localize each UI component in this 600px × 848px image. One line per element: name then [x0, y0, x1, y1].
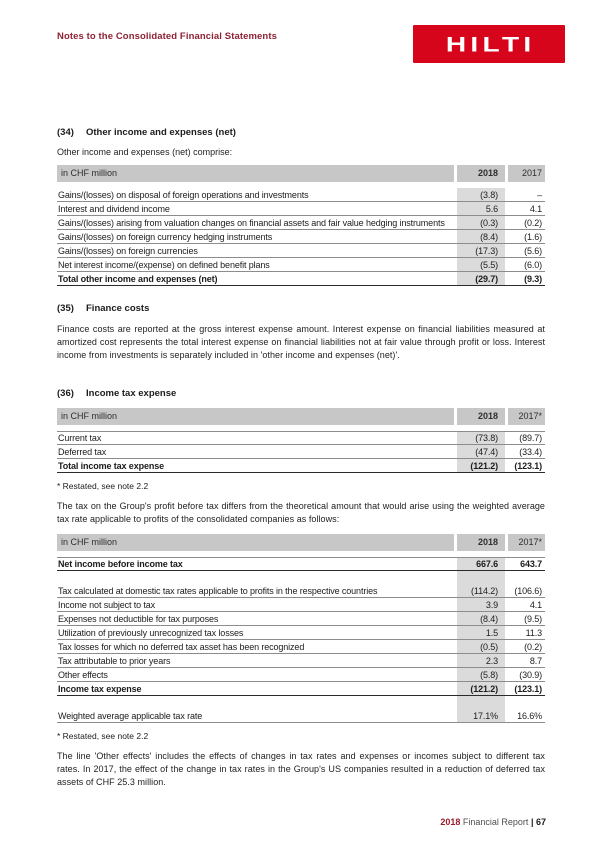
table-row [57, 612, 545, 626]
band-label: in CHF million [57, 165, 454, 182]
row-label: Income tax expense [58, 683, 142, 694]
row-label: Gains/(losses) on foreign currencies [58, 245, 198, 256]
row-label: Gains/(losses) on foreign currency hedging instruments [58, 231, 273, 242]
row-label: Total other income and expenses (net) [58, 273, 218, 284]
value-2017: (9.5) [524, 613, 542, 624]
value-2018: (114.2) [457, 584, 505, 597]
value-2018: 667.6 [457, 558, 505, 570]
hilti-logo [413, 25, 565, 63]
column-header-2018: 2018 [457, 534, 505, 551]
value-2018: (8.4) [457, 230, 505, 243]
footer-year: 2018 [440, 817, 461, 827]
value-2017: (123.1) [514, 683, 542, 694]
value-2018: 5.6 [457, 202, 505, 215]
value-2018: (0.5) [457, 640, 505, 653]
value-2017: – [537, 189, 542, 200]
row-label: Weighted average applicable tax rate [58, 710, 203, 721]
other-income-table [57, 188, 545, 286]
value-2018: (3.8) [457, 188, 505, 201]
value-2017: (123.1) [514, 460, 542, 471]
section-number: (36) [57, 388, 74, 399]
table-total-row [57, 459, 545, 473]
band-label: in CHF million [57, 408, 454, 425]
table-row [57, 216, 545, 230]
value-2018: (73.8) [457, 432, 505, 444]
section-36-heading [57, 388, 545, 399]
value-2018: (121.2) [457, 682, 505, 695]
section-35-heading [57, 303, 545, 314]
table-row [57, 230, 545, 244]
row-label: Utilization of previously unrecognized tax losses [58, 627, 244, 638]
spacer-row [57, 696, 545, 709]
value-2017: (5.6) [524, 245, 542, 256]
section-number: (35) [57, 303, 74, 314]
table-row [57, 557, 545, 571]
value-2018: (17.3) [457, 244, 505, 257]
spacer-row [57, 571, 545, 584]
value-2017: 8.7 [529, 655, 542, 666]
table-row [57, 668, 545, 682]
section-35-body: Finance costs are reported at the gross interest expense amount. Interest expense on financial liabilities measured at amortized cost represents the total interest expense on financial liabilities not at fair value through profit or loss. Interest income from investments is separately included in 'other income and expenses (net)'. [57, 324, 545, 360]
section-34-heading [57, 127, 545, 138]
row-label: Tax attributable to prior years [58, 655, 171, 666]
table-row [57, 445, 545, 459]
value-2017: 4.1 [529, 599, 542, 610]
column-header-2018: 2018 [457, 408, 505, 425]
footer-label: Financial Report [462, 817, 529, 827]
page-header [0, 0, 600, 63]
restated-footnote: * Restated, see note 2.2 [57, 481, 149, 491]
value-2017: (6.0) [524, 259, 542, 270]
value-2018: 1.5 [457, 626, 505, 639]
table-row [57, 584, 545, 598]
row-label: Tax calculated at domestic tax rates applicable to profits in the respective countries [58, 585, 378, 596]
section-36-body: The tax on the Group's profit before tax differs from the theoretical amount that would arise using the weighted average tax rate applicable to profits of the consolidated companies as follows: [57, 501, 545, 524]
table-row [57, 640, 545, 654]
value-2018: 3.9 [457, 598, 505, 611]
row-label: Tax losses for which no deferred tax asset has been recognized [58, 641, 305, 652]
table-row [57, 202, 545, 216]
table-total-row [57, 682, 545, 696]
value-2018: (8.4) [457, 612, 505, 625]
table-row [57, 431, 545, 445]
section-36-body-2: The line 'Other effects' includes the effects of changes in tax rates and expenses or incomes subject to different tax rates. In 2017, the effect of the change in tax rates in the Group's US companies resulted in a reduction of deferred tax assets of CHF 25.3 million. [57, 751, 545, 787]
row-label: Deferred tax [58, 446, 107, 457]
row-label: Net interest income/(expense) on defined benefit plans [58, 259, 270, 270]
column-header-2018: 2018 [457, 165, 505, 182]
table-header-band [57, 534, 545, 551]
column-header-2017: 2017* [508, 408, 545, 425]
value-2017: (33.4) [519, 446, 542, 457]
weighted-average-row [57, 709, 545, 723]
footer-page-number: 67 [535, 817, 546, 827]
table-total-row [57, 272, 545, 286]
column-header-2017: 2017* [508, 534, 545, 551]
value-2018: (47.4) [457, 445, 505, 458]
hilti-logo-text: HILTI [446, 31, 537, 56]
footer-separator: | [530, 817, 534, 827]
value-2017: (0.2) [524, 217, 542, 228]
value-2018: (29.7) [457, 272, 505, 285]
value-2018: (0.3) [457, 216, 505, 229]
value-2017: (106.6) [514, 585, 542, 596]
page-footer [440, 817, 546, 827]
table-row [57, 188, 545, 202]
table-row [57, 244, 545, 258]
value-2018: (121.2) [457, 459, 505, 472]
row-label: Other effects [58, 669, 108, 680]
value-2017: (1.6) [524, 231, 542, 242]
value-2017: 643.7 [520, 559, 542, 569]
value-2018: 2.3 [457, 654, 505, 667]
row-label: Gains/(losses) arising from valuation changes on financial assets and fair value hedging instruments [58, 217, 445, 228]
value-2018: (5.8) [457, 668, 505, 681]
value-2017: (0.2) [524, 641, 542, 652]
value-2017: (9.3) [524, 273, 542, 284]
header-title: Notes to the Consolidated Financial Statements [57, 31, 277, 42]
row-label: Total income tax expense [58, 460, 164, 471]
table-row [57, 598, 545, 612]
section-34-intro: Other income and expenses (net) comprise: [57, 147, 233, 157]
row-label: Expenses not deductible for tax purposes [58, 613, 219, 624]
value-2018: 17.1% [457, 709, 505, 722]
column-header-2017: 2017 [508, 165, 545, 182]
section-title: Finance costs [86, 303, 150, 314]
section-title: Income tax expense [86, 388, 177, 399]
restated-footnote: * Restated, see note 2.2 [57, 731, 149, 741]
row-label: Current tax [58, 433, 102, 443]
value-2018: (5.5) [457, 258, 505, 271]
value-2017: 11.3 [525, 627, 542, 638]
value-2017: 4.1 [529, 203, 542, 214]
value-2017: (30.9) [519, 669, 542, 680]
value-2017: 16.6% [517, 710, 542, 721]
section-number: (34) [57, 127, 74, 138]
table-row [57, 626, 545, 640]
row-label: Income not subject to tax [58, 599, 156, 610]
table-row [57, 258, 545, 272]
income-tax-table [57, 431, 545, 473]
table-header-band [57, 408, 545, 425]
row-label: Interest and dividend income [58, 203, 170, 214]
table-row [57, 654, 545, 668]
row-label: Gains/(losses) on disposal of foreign operations and investments [58, 189, 309, 200]
section-title: Other income and expenses (net) [86, 127, 236, 138]
table-header-band [57, 165, 545, 182]
value-2017: (89.7) [519, 433, 542, 443]
row-label: Net income before income tax [58, 559, 183, 569]
band-label: in CHF million [57, 534, 454, 551]
tax-reconciliation-table [57, 557, 545, 723]
